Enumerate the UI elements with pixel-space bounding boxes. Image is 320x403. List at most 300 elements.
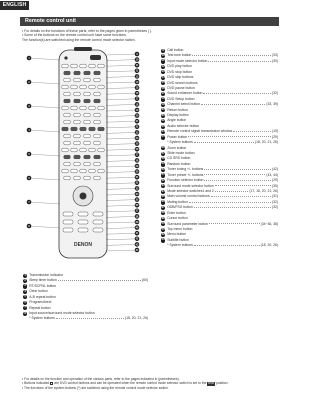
legend-label: Input mode selector button [167, 58, 208, 63]
leader-line [106, 222, 137, 223]
transmission-indicator [64, 56, 67, 59]
callout-number: 38 [161, 211, 165, 215]
legend-label: DVD stop button [167, 69, 193, 74]
callout-marker-label: 31 [135, 176, 139, 180]
remote-key [89, 148, 95, 152]
remote-key [64, 162, 70, 166]
callout-number: 6 [24, 300, 26, 304]
callout-marker-label: 29 [135, 164, 139, 168]
remote-key [64, 155, 70, 159]
callout-marker-label: 11 [135, 64, 139, 68]
remote-key [94, 71, 100, 75]
callout-number: 27 [161, 151, 165, 155]
callout-marker-label: 22 [135, 125, 139, 129]
remote-key [78, 228, 88, 232]
leader-line [106, 65, 137, 66]
leader-line [29, 106, 60, 108]
legend-label: Subtitle button [167, 237, 189, 242]
callout-number: 21 [161, 113, 165, 117]
legend-page-ref: (33, 39) [266, 102, 278, 107]
callout-number: 13 [161, 70, 165, 74]
remote-key [74, 134, 80, 138]
remote-key [63, 212, 73, 216]
legend-label: Mode selector switches1 and 2 [167, 188, 214, 193]
legend-page-ref: (19) [271, 129, 278, 134]
legend-label: Random button [167, 161, 191, 166]
remote-key [84, 92, 90, 96]
callout-marker-label: 1 [28, 56, 30, 60]
remote-key [94, 134, 100, 138]
leader-line [106, 211, 137, 212]
callout-marker-label: 32 [135, 181, 139, 185]
remote-key [80, 106, 86, 110]
remote-key [94, 155, 100, 159]
callout-marker-label: 28 [135, 159, 139, 163]
remote-key [74, 78, 80, 82]
legend-label: Tuner tuning +/- buttons [167, 167, 204, 172]
section-title: Remote control unit [20, 17, 279, 26]
callout-marker-label: 25 [135, 142, 139, 146]
legend-item [23, 316, 148, 321]
remote-key [71, 148, 77, 152]
remote-key [64, 99, 70, 103]
legend-page-ref: (43, 44) [266, 172, 278, 177]
legend-label: A-B repeat button [29, 294, 56, 299]
legend-label: Audio selector button [167, 123, 200, 128]
callout-marker-label: 14 [135, 80, 139, 84]
callout-number: 19 [161, 102, 165, 106]
intro-line-1: • For details on the functions of these parts, refer to the pages given in parentheses ( ). [22, 29, 153, 33]
remote-key [84, 134, 90, 138]
callout-marker-label: 43 [135, 243, 139, 247]
callout-number: 5 [24, 295, 26, 299]
callout-marker-label: 30 [135, 170, 139, 174]
legend-page-ref: (33) [271, 53, 278, 58]
legend-label: * System buttons [29, 316, 55, 321]
legend-label: Test tone button [167, 53, 192, 58]
legend-label: Repeat button [29, 305, 51, 310]
callout-marker-label: 15 [135, 86, 139, 90]
leader-line [106, 177, 137, 178]
remote-key [71, 85, 77, 89]
callout-marker-label: 21 [135, 120, 139, 124]
leader-line [106, 127, 137, 128]
legend-label: * System buttons [167, 243, 193, 248]
remote-key [74, 99, 80, 103]
remote-key [71, 64, 77, 68]
callout-marker-label: 33 [135, 187, 139, 191]
legend-page-ref: (42) [271, 167, 278, 172]
leader-line [29, 154, 60, 156]
remote-key [71, 169, 77, 173]
callout-number: 42 [161, 232, 165, 236]
leader-line [106, 228, 137, 229]
remote-illustration [24, 46, 142, 260]
remote-key [62, 127, 68, 131]
leader-line [29, 130, 60, 132]
leader-line [106, 250, 137, 251]
legend-label: DVD pause button [167, 85, 195, 90]
callout-number: 25 [161, 135, 165, 139]
legend-page-ref: (32) [271, 91, 278, 96]
remote-key [89, 127, 95, 131]
callout-number: 41 [161, 227, 165, 231]
legend-left [23, 273, 148, 322]
callout-number: 8 [24, 311, 26, 315]
leader-line [106, 60, 137, 61]
callout-number: 7 [24, 306, 26, 310]
remote-key [80, 127, 86, 131]
remote-key [80, 85, 86, 89]
remote-key [84, 155, 90, 159]
callout-number: 23 [161, 124, 165, 128]
remote-key [84, 78, 90, 82]
callout-marker-label: 9 [136, 52, 138, 56]
remote-key [80, 64, 86, 68]
leader-line [106, 76, 137, 77]
remote-key [94, 176, 100, 180]
remote-key [98, 148, 104, 152]
legend-label: RT/SCPNL button [29, 283, 57, 288]
callout-marker-label: 2 [28, 80, 30, 84]
legend-label: Clear button [29, 289, 48, 294]
remote-key [64, 78, 70, 82]
legend-label: Angle button [167, 118, 187, 123]
legend-right [161, 48, 278, 249]
callout-number: 16 [161, 86, 165, 90]
legend-label: DVD search buttons [167, 80, 198, 85]
remote-key [94, 120, 100, 124]
intro-notes [22, 29, 278, 42]
callout-number: 4 [24, 289, 26, 293]
remote-key [84, 141, 90, 145]
legend-label: Channel select button [167, 102, 200, 107]
callout-number: 34 [161, 189, 165, 193]
legend-label: Muting button [167, 199, 188, 204]
leader-line [106, 166, 137, 167]
remote-key [89, 64, 95, 68]
legend-label: DVD play button [167, 64, 192, 69]
callout-marker-label: 44 [135, 248, 139, 252]
remote-key [84, 71, 90, 75]
remote-key [64, 134, 70, 138]
legend-label: Call button [167, 48, 184, 52]
remote-key [94, 78, 100, 82]
callout-marker-label: 7 [28, 200, 30, 204]
leader-line [106, 200, 137, 201]
callout-number: 28 [161, 157, 165, 161]
callout-marker-label: 18 [135, 103, 139, 107]
callout-number: 11 [161, 59, 165, 63]
callout-marker-label: 27 [135, 153, 139, 157]
remote-key [78, 212, 88, 216]
leader-line [106, 244, 137, 245]
leader-line [29, 58, 60, 60]
remote-key [84, 176, 90, 180]
legend-label: Cursor button [167, 216, 188, 221]
leader-line [106, 54, 137, 55]
callout-number: 18 [161, 97, 165, 101]
legend-label: Enter button [167, 210, 186, 215]
legend-label: Input source/surround mode selector button [29, 310, 95, 315]
remote-key [62, 64, 68, 68]
callout-marker-label: 6 [28, 176, 30, 180]
leader-line [106, 116, 137, 117]
callout-number: 33 [161, 184, 165, 188]
remote-key [62, 148, 68, 152]
callout-marker-label: 42 [135, 237, 139, 241]
legend-page-ref: (34~36, 38) [260, 221, 278, 226]
legend-label: Zoom button [167, 145, 187, 150]
leader-line [106, 233, 137, 234]
callout-marker-label: 20 [135, 114, 139, 118]
callout-marker-label: 5 [28, 152, 30, 156]
remote-key [64, 113, 70, 117]
footer-line-1: • For details on the function and operation of the various parts, refer to the pages indicated in (parentheses). [22, 377, 180, 381]
remote-key [94, 162, 100, 166]
intro-line-2: • Some of the buttons on the remote control unit have some functions. [22, 33, 127, 38]
legend-label: Sound enhancer button [167, 91, 203, 96]
remote-key [71, 127, 77, 131]
remote-key [74, 71, 80, 75]
callout-marker-label: 23 [135, 131, 139, 135]
remote-key [74, 120, 80, 124]
legend-label: Sleep timer button [29, 278, 57, 283]
callout-number: 37 [161, 205, 165, 209]
callout-marker-label: 34 [135, 192, 139, 196]
dvd-button-icon [50, 382, 53, 384]
leader-line [106, 149, 137, 150]
remote-key [74, 176, 80, 180]
leader-line [106, 188, 137, 189]
remote-key [64, 71, 70, 75]
legend-label: Program/direct [29, 300, 52, 305]
remote-key [63, 228, 73, 232]
remote-key [94, 141, 100, 145]
remote-key [74, 141, 80, 145]
remote-key [98, 127, 104, 131]
callout-marker-label: 39 [135, 220, 139, 224]
remote-key [89, 85, 95, 89]
callout-marker-label: 16 [135, 92, 139, 96]
leader-line [106, 239, 137, 240]
legend-page-ref: (29) [271, 178, 278, 183]
remote-key [89, 106, 95, 110]
callout-marker-label: 19 [135, 108, 139, 112]
remote-diagram [24, 46, 142, 260]
callout-number: 31 [161, 173, 165, 177]
legend-label: Slide mode button [167, 151, 195, 156]
callout-number: 20 [161, 108, 165, 112]
callout-number: 39 [161, 216, 165, 220]
footer-line-3: • The functions of the system buttons (*) are switched using the remote control mode selector switch. [22, 385, 169, 390]
remote-key [89, 169, 95, 173]
footer-line-2a: • Buttons indicated [22, 381, 50, 386]
legend-label: Function selector button [167, 178, 204, 183]
remote-key [94, 92, 100, 96]
remote-key [62, 106, 68, 110]
leader-line [106, 155, 137, 156]
remote-key [64, 141, 70, 145]
legend-item [161, 243, 278, 248]
leader-line [106, 183, 137, 184]
callout-number: 10 [161, 54, 165, 58]
legend-label: Surround mode selector button [167, 183, 214, 188]
callout-number: 12 [161, 64, 165, 68]
leader-line [29, 226, 60, 228]
callout-number: 40 [161, 222, 165, 226]
legend-page-ref: (32) [271, 205, 278, 210]
remote-key [80, 148, 86, 152]
footer-notes [22, 377, 278, 390]
remote-key [80, 169, 86, 173]
callout-number: 3 [24, 284, 26, 288]
legend-label: DVD skip buttons [167, 75, 194, 80]
leader-line [106, 104, 137, 105]
remote-key [78, 220, 88, 224]
legend-page-ref: (18, 20, 21, 26) [255, 140, 278, 145]
remote-key [64, 120, 70, 124]
legend-label: Surround parameter button [167, 221, 208, 226]
leader-line [106, 121, 137, 122]
callout-marker-label: 8 [28, 224, 30, 228]
leader-line [106, 138, 137, 139]
remote-key [62, 169, 68, 173]
leader-line [106, 216, 137, 217]
callout-number: 26 [161, 146, 165, 150]
remote-key [93, 228, 103, 232]
remote-key [84, 113, 90, 117]
callout-number: 29 [161, 162, 165, 166]
callout-marker-label: 17 [135, 97, 139, 101]
callout-number: 22 [161, 119, 165, 123]
remote-key [71, 106, 77, 110]
legend-page-ref: (17, 18, 20, 21, 26) [249, 188, 278, 193]
callout-marker-label: 13 [135, 75, 139, 79]
legend-page-ref: (29) [271, 134, 278, 139]
callout-number: 32 [161, 178, 165, 182]
remote-key [94, 113, 100, 117]
callout-number: 36 [161, 200, 165, 204]
remote-key [64, 92, 70, 96]
legend-page-ref: (18, 20, 21, 26) [125, 316, 148, 321]
remote-key [74, 92, 80, 96]
callout-marker-label: 3 [28, 104, 30, 108]
callout-marker-label: 36 [135, 204, 139, 208]
remote-key [63, 220, 73, 224]
callout-marker-label: 40 [135, 226, 139, 230]
callout-number: 43 [161, 238, 165, 242]
remote-key [98, 64, 104, 68]
leader-line [106, 194, 137, 195]
leader-line [106, 110, 137, 111]
legend-page-ref: (35) [271, 183, 278, 188]
callout-marker-label: 10 [135, 58, 139, 62]
remote-key [74, 155, 80, 159]
legend-label: Display button [167, 113, 189, 118]
leader-line [106, 93, 137, 94]
legend-label: * System buttons [167, 140, 193, 145]
callout-number: 24 [161, 129, 165, 133]
callout-number: 14 [161, 75, 165, 79]
leader-line [29, 82, 60, 84]
legend-label: Power button [167, 134, 188, 139]
legend-page-ref: (32) [271, 199, 278, 204]
signal-window [74, 47, 92, 51]
legend-label: CD SRS button [167, 156, 191, 161]
legend-label: DVD Setup button [167, 96, 195, 101]
remote-key [84, 162, 90, 166]
brand-logo: DENON [73, 242, 93, 248]
leader-line [29, 178, 60, 180]
enter-button-shape [80, 193, 87, 200]
callout-marker-label: 41 [135, 232, 139, 236]
footer-line-2b: are DVD control buttons and can be operated when the remote control mode selector switch is set to the [54, 381, 207, 386]
callout-marker-label: 38 [135, 215, 139, 219]
legend-label: ODB/FSG button [167, 205, 193, 210]
leader-line [106, 132, 137, 133]
legend-page-ref: (30) [271, 58, 278, 63]
leader-line [106, 144, 137, 145]
callout-number: 30 [161, 167, 165, 171]
dvd-badge: DVD [208, 381, 215, 386]
leader-line [106, 205, 137, 206]
callout-number: 35 [161, 195, 165, 198]
callout-marker-label: 24 [135, 136, 139, 140]
callout-marker-label: 35 [135, 198, 139, 202]
leader-line [106, 172, 137, 173]
legend-page-ref: (18, 20, 26) [260, 243, 278, 248]
legend-label: Main volume control buttons [167, 194, 210, 199]
callout-number: 15 [161, 81, 165, 85]
remote-key [98, 106, 104, 110]
callout-marker-label: 12 [135, 69, 139, 73]
leader-line [106, 71, 137, 72]
leader-line [106, 88, 137, 89]
remote-key [98, 169, 104, 173]
callout-marker-label: 26 [135, 148, 139, 152]
leader-line [29, 202, 60, 204]
callout-marker-label: 37 [135, 209, 139, 213]
callout-number: 17 [161, 91, 165, 95]
callout-marker-label: 4 [28, 128, 30, 132]
footer-line-2c: position. [216, 381, 229, 386]
remote-key [62, 85, 68, 89]
remote-key [93, 212, 103, 216]
leader-line [106, 160, 137, 161]
callout-number: 2 [24, 279, 26, 283]
legend-label: Menu button [167, 232, 187, 237]
legend-label: Top menu button [167, 226, 193, 231]
remote-key [94, 99, 100, 103]
remote-key [84, 120, 90, 124]
legend-page-ref: (60) [141, 278, 148, 283]
legend-label: Tuner preset +/- buttons [167, 172, 204, 177]
remote-key [74, 162, 80, 166]
legend-page-ref: (31) [271, 194, 278, 199]
remote-key [64, 176, 70, 180]
leader-line [106, 99, 137, 100]
legend-label: Return button [167, 107, 188, 112]
language-tab: ENGLISH [0, 1, 29, 10]
legend-label: Transmission indicator [29, 273, 63, 277]
leader-line [106, 82, 137, 83]
remote-key [74, 113, 80, 117]
remote-key [98, 85, 104, 89]
legend-label: Remote control signal transmission window [167, 129, 233, 134]
power-button-shape [90, 55, 101, 60]
remote-key [93, 220, 103, 224]
